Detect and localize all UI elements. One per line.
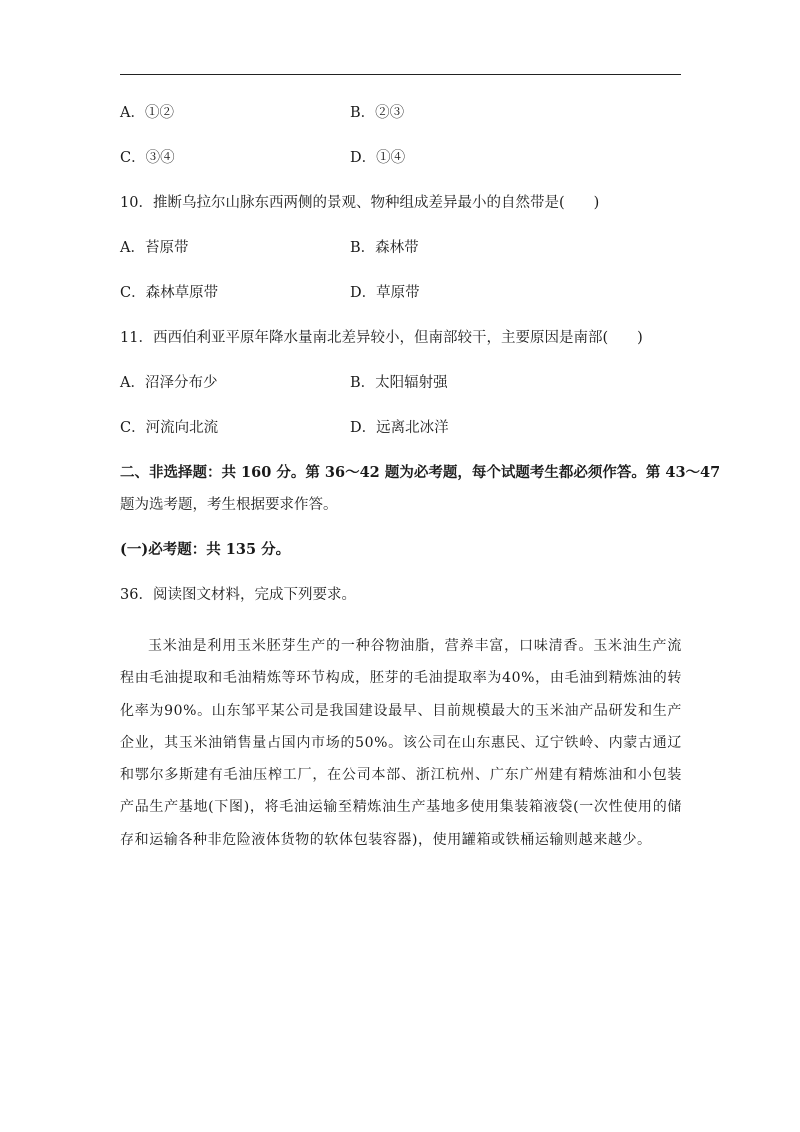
q11-option-a: A．沼泽分布少 (120, 375, 218, 391)
q10-stem: 10．推断乌拉尔山脉东西两侧的景观、物种组成差异最小的自然带是( ) (120, 195, 600, 211)
q10-option-a: A．苔原带 (120, 240, 189, 256)
section2-intro-text-1: 二、非选择题：共 160 分。第 36～42 题为必考题，每个试题考生都必须作答。第 43～47 (120, 464, 721, 481)
section2-intro-line-2: 题为选考题，考生根据要求作答。 (120, 497, 338, 513)
q9-options-row-1 (120, 103, 680, 123)
q11-option-d: D．远离北冰洋 (350, 420, 449, 436)
q10-options-row-2 (120, 283, 680, 303)
q9-option-b: B．②③ (350, 105, 405, 121)
q9-options-row-2 (120, 148, 680, 168)
q36-stem: 36．阅读图文材料，完成下列要求。 (120, 587, 356, 603)
q9-option-a: A．①② (120, 105, 174, 121)
q10-option-b: B．森林带 (350, 240, 419, 256)
required-questions-heading: (一)必考题：共 135 分。 (120, 541, 291, 558)
q11-option-c: C．河流向北流 (120, 420, 219, 436)
q10-option-d: D．草原带 (350, 285, 420, 301)
q36-passage: 玉米油是利用玉米胚芽生产的一种谷物油脂，营养丰富，口味清香。玉米油生产流程由毛油提取和毛油精炼等环节构成，胚芽的毛油提取率为40%，由毛油到精炼油的转化率为90%。山东邹平某公司是我国建设最早、目前规模最大的玉米油产品研发和生产企业，其玉米油销售量占国内市场的50%。该公司在山东惠民、辽宁铁岭、内蒙古通辽和鄂尔多斯建有毛油压榨工厂，在公司本部、浙江杭州、广东广州建有精炼油和小包装产品生产基地(下图)，将毛油运输至精炼油生产基地多使用集装箱液袋(一次性使用的储存和运输各种非危险液体货物的软体包装容器)，使用罐箱或铁桶运输则越来越少。 (120, 638, 682, 848)
q11-options-row-2 (120, 418, 680, 438)
header-rule (120, 74, 681, 75)
q9-option-d: D．①④ (350, 150, 406, 166)
q11-options-row-1 (120, 373, 680, 393)
q9-option-c: C．③④ (120, 150, 175, 166)
q10-options-row-1 (120, 238, 680, 258)
q10-option-c: C．森林草原带 (120, 285, 219, 301)
q11-stem: 11．西西伯利亚平原年降水量南北差异较小，但南部较干，主要原因是南部( ) (120, 330, 643, 346)
section2-intro-line-1 (120, 463, 720, 483)
q11-option-b: B．太阳辐射强 (350, 375, 448, 391)
